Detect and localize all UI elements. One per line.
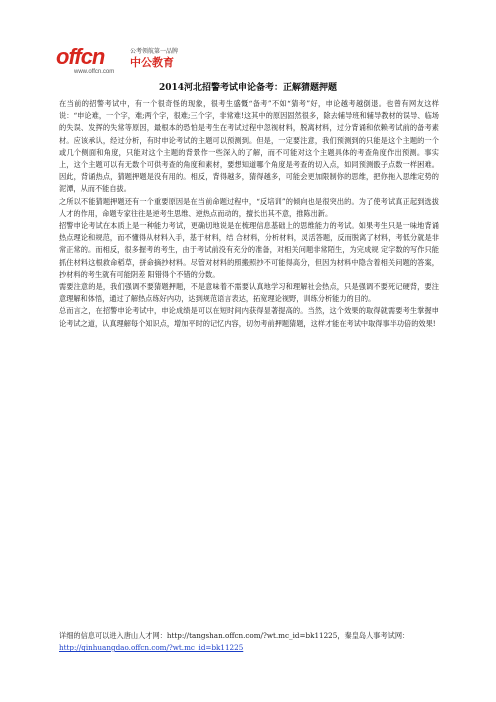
document-body: [59, 98, 439, 330]
paragraph: 需要注意的是，我们强调不要猜题押题，不是意味着不需要认真地学习和理解社会热点，只是强调不要死记硬背，要注意理解和体悟，通过了解热点练好内功，达到规范语言表达，拓宽理论视野，训练分析能力的目的。: [59, 282, 439, 304]
paragraph: 总而言之，在招警申论考试中，申论成绩是可以在短时间内获得显著提高的。当然，这个效果的取得就需要考生掌握申论考试之道，认真理解每个知识点，增加平时的记忆内容，切勿考前押题猜题，这样才能在考试中取得事半功倍的效果!: [59, 306, 439, 328]
footer-link[interactable]: http://qinhuangdao.offcn.com/?wt.mc_id=bk11225: [59, 643, 244, 652]
paragraph: 在当前的招警考试中，有一个很奇怪的现象，很考生盛慨“备考”不如“猜考”好，申论越考越倒退。也曾有网友这样说：“申论难，一个字，难;两个字，很难;三个字，非常难!这其中的原因固然很多，除去辅导班和辅导教材的误导、临场的失误、发挥的失常等原因，最根本的恐怕是考生在考试过程中忽视材料，脱离材料，过分背诵和依赖考试前的备考素材。应该承认，经过分析，有时申论考试的主题可以预测到。但是，一定要注意，我们预测到的只能是这个主题的一个或几个侧面和角度，只能对这个主题的背景作一些深入的了解，而不可能对这个主题具体的考查角度作出预测。事实上，这个主题可以有无数个可供考查的角度和素材，要想知道哪个角度是考查的切入点，如同预测骰子点数一样困难。因此，背诵热点，猜题押题是没有用的。相反，背得越多，猜得越多，可能会更加限制你的思维，把你拖入思维定势的泥潭，从而不能自拔。: [59, 99, 439, 194]
logo-url: www.offcn.com: [74, 69, 115, 75]
paragraph: 招警申论考试在本质上是一种能力考试，更确切地说是在梳理信息基础上的思维能力的考试。如果考生只是一味地背诵热点理论和规范，而不懂得从材料入手，基于材料，结 合材料，分析材料，灵活答题，反而脱离了材料，考低分就是非常正常的。而相反，很多握考的考生，由于考试前没有充分的准备，对相关问题非常陌生，为完成规 定字数的写作只能抓住材料这根救命稻草，拼命摘抄材料。尽管对材料的照搬照抄不可能得高分，但因为材料中隐含着相关问题的答案，抄材料的考生就有可能阴差 阳错得个不错的分数。: [59, 221, 439, 279]
logo-slogan: 公考领航第一品牌: [130, 49, 179, 55]
offcn-logo: [56, 38, 196, 78]
logo-mark: offcn: [56, 44, 105, 69]
paragraph: 之所以不能猜题押题还有一个重要原因是在当前命题过程中，“反培训”的倾向也是很突出的。为了使考试真正起到选拔人才的作用，命题专家往往是逆考生思维、逆热点而动的，擅长出其不意，推陈出新。: [59, 196, 439, 218]
footer-info: [59, 630, 439, 654]
document-title: 2014河北招警考试申论备考：正解猜题押题: [158, 83, 338, 93]
logo-name: 中公教育: [130, 57, 174, 69]
footer-text: 详细的信息可以进入唐山人才网：http://tangshan.offcn.com/?wt.mc_id=bk11225，秦皇岛人事考试网：: [59, 631, 410, 640]
